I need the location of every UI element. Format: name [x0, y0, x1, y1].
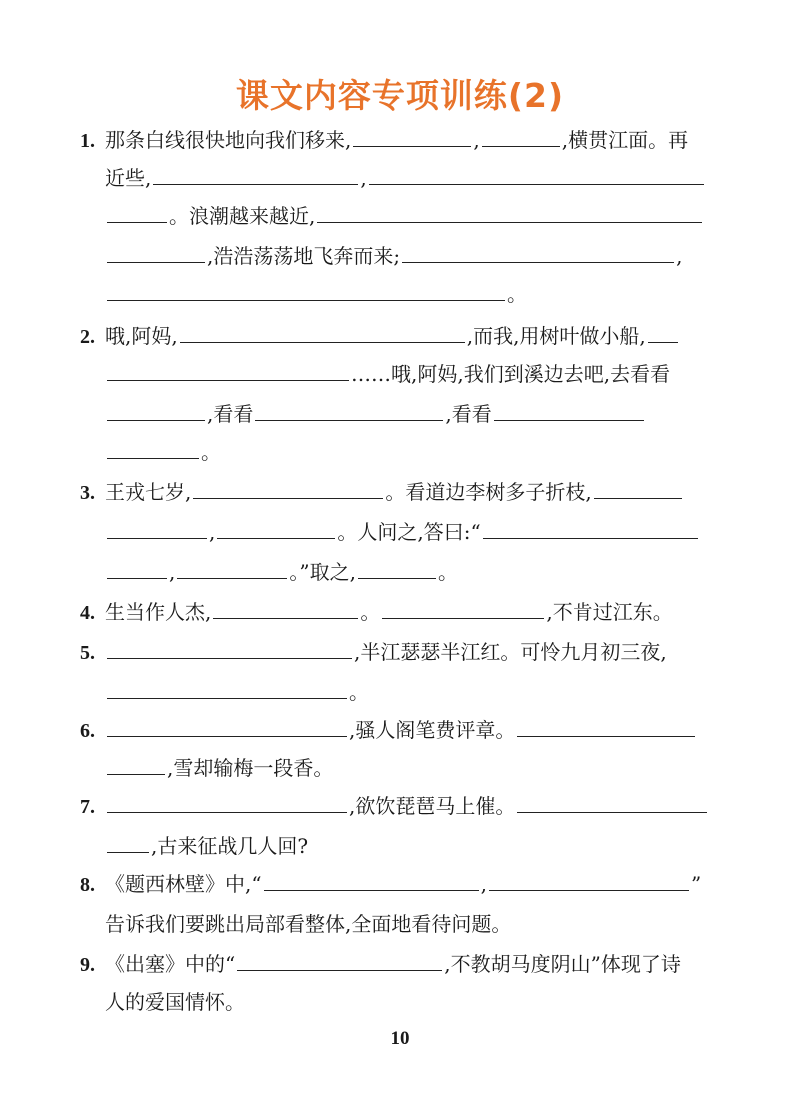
question-4-line-1	[80, 594, 715, 630]
answer-blank[interactable]	[180, 341, 465, 343]
question-text: 。	[437, 560, 458, 584]
question-text: ,骚人阁笔费评章。	[349, 718, 516, 742]
question-1-line-3	[105, 198, 715, 234]
answer-blank[interactable]	[264, 889, 479, 891]
answer-blank[interactable]	[382, 617, 544, 619]
question-text: 《出塞》中的“	[105, 952, 236, 976]
answer-blank[interactable]	[648, 341, 678, 343]
question-text: 告诉我们要跳出局部看整体,全面地看待问题。	[105, 912, 512, 936]
question-text: 那条白线很快地向我们移来,	[105, 128, 352, 152]
answer-blank[interactable]	[107, 577, 167, 579]
question-text: 人的爱国情怀。	[105, 990, 245, 1014]
page-title: 课文内容专项训练(2)	[235, 76, 565, 115]
answer-blank[interactable]	[353, 145, 471, 147]
question-text: ,而我,用树叶做小船,	[466, 324, 646, 348]
answer-blank[interactable]	[107, 299, 505, 301]
answer-blank[interactable]	[107, 261, 205, 263]
question-text: 王戎七岁,	[105, 480, 192, 504]
question-text: 。”取之,	[289, 560, 356, 584]
question-7-line-1	[80, 788, 715, 824]
answer-blank[interactable]	[107, 851, 149, 853]
question-number: 1.	[80, 130, 95, 152]
answer-blank[interactable]	[107, 657, 352, 659]
question-text: ,	[209, 520, 216, 544]
question-text: 。	[360, 600, 381, 624]
question-3-line-3	[105, 554, 715, 590]
question-2-line-2	[105, 356, 715, 392]
question-1-line-1	[80, 122, 715, 158]
question-text: ”	[690, 872, 702, 896]
question-3-line-2	[105, 514, 715, 550]
question-text: ,半江瑟瑟半江红。可怜九月初三夜,	[354, 640, 667, 664]
question-text: ,	[676, 244, 683, 268]
question-text: ,	[480, 872, 487, 896]
question-text: 。人问之,答曰:“	[337, 520, 481, 544]
question-text: ,雪却输梅一段香。	[167, 756, 334, 780]
answer-blank[interactable]	[107, 735, 347, 737]
question-text: 哦,阿妈,	[105, 324, 178, 348]
answer-blank[interactable]	[237, 969, 442, 971]
question-5-line-1	[80, 634, 715, 670]
question-number: 3.	[80, 482, 95, 504]
answer-blank[interactable]	[494, 419, 644, 421]
question-number: 4.	[80, 602, 95, 624]
answer-blank[interactable]	[107, 419, 205, 421]
question-text: ……哦,阿妈,我们到溪边去吧,去看看	[351, 362, 671, 386]
answer-blank[interactable]	[369, 183, 704, 185]
answer-blank[interactable]	[213, 617, 358, 619]
answer-blank[interactable]	[107, 811, 347, 813]
answer-blank[interactable]	[402, 261, 674, 263]
question-text: 。浪潮越来越近,	[169, 204, 316, 228]
answer-blank[interactable]	[482, 145, 560, 147]
question-text: 生当作人杰,	[105, 600, 212, 624]
question-text: ,欲饮琵琶马上催。	[349, 794, 516, 818]
question-number: 8.	[80, 874, 95, 896]
question-text: ,	[473, 128, 480, 152]
answer-blank[interactable]	[489, 889, 689, 891]
answer-blank[interactable]	[517, 811, 707, 813]
question-6-line-2	[105, 750, 715, 786]
question-1-line-5	[105, 276, 715, 312]
question-text: ,	[360, 166, 367, 190]
question-text: 近些,	[105, 166, 152, 190]
answer-blank[interactable]	[483, 537, 698, 539]
question-text: ,横贯江面。再	[561, 128, 689, 152]
answer-blank[interactable]	[107, 773, 165, 775]
answer-blank[interactable]	[317, 221, 702, 223]
answer-blank[interactable]	[177, 577, 287, 579]
question-1-line-2	[105, 160, 715, 196]
question-number: 6.	[80, 720, 95, 742]
question-9-line-1	[80, 946, 715, 982]
question-text: 。	[201, 440, 221, 464]
answer-blank[interactable]	[193, 497, 383, 499]
question-text: 。	[507, 282, 527, 306]
answer-blank[interactable]	[255, 419, 443, 421]
answer-blank[interactable]	[107, 379, 349, 381]
question-2-line-4	[105, 434, 715, 470]
question-text: 。	[349, 680, 369, 704]
question-1-line-4	[105, 238, 715, 274]
question-2-line-1	[80, 318, 715, 354]
question-text: ,看看	[207, 402, 254, 426]
question-text: 。看道边李树多子折枝,	[385, 480, 592, 504]
answer-blank[interactable]	[594, 497, 682, 499]
question-5-line-2	[105, 674, 715, 710]
answer-blank[interactable]	[107, 457, 199, 459]
answer-blank[interactable]	[217, 537, 335, 539]
question-text: ,	[169, 560, 176, 584]
answer-blank[interactable]	[107, 697, 347, 699]
answer-blank[interactable]	[517, 735, 695, 737]
question-text: ,不肯过江东。	[546, 600, 673, 624]
answer-blank[interactable]	[107, 221, 167, 223]
question-text: 《题西林壁》中,“	[105, 872, 262, 896]
question-8-line-2	[105, 906, 715, 942]
question-6-line-1	[80, 712, 715, 748]
question-9-line-2	[105, 984, 715, 1020]
question-text: ,古来征战几人回?	[151, 834, 309, 858]
question-number: 9.	[80, 954, 95, 976]
question-3-line-1	[80, 474, 715, 510]
question-number: 5.	[80, 642, 95, 664]
question-text: ,不教胡马度阴山”体现了诗	[444, 952, 681, 976]
question-2-line-3	[105, 396, 715, 432]
question-number: 7.	[80, 796, 95, 818]
question-8-line-1	[80, 866, 715, 902]
page-number: 10	[390, 1028, 410, 1049]
answer-blank[interactable]	[107, 537, 207, 539]
question-number: 2.	[80, 326, 95, 348]
question-text: ,浩浩荡荡地飞奔而来;	[207, 244, 401, 268]
answer-blank[interactable]	[153, 183, 358, 185]
answer-blank[interactable]	[358, 577, 436, 579]
question-7-line-2	[105, 828, 715, 864]
question-text: ,看看	[445, 402, 492, 426]
